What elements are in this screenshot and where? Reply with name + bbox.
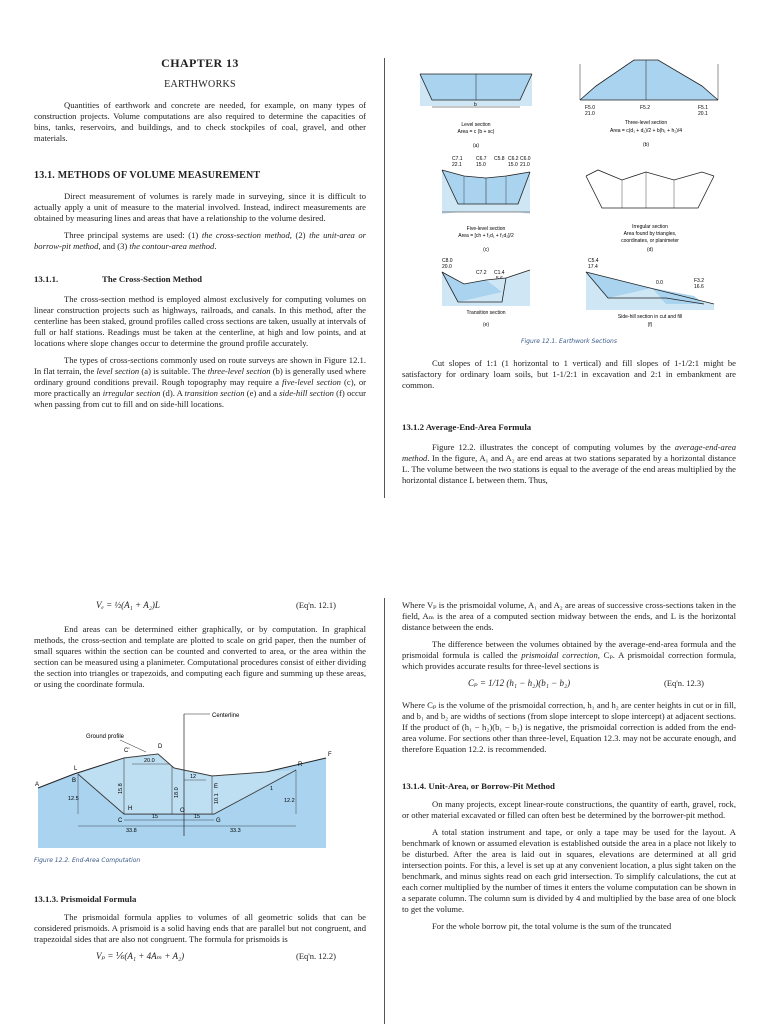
section-13-1-heading: 13.1. METHODS OF VOLUME MEASUREMENT xyxy=(34,170,261,181)
pt-H: H xyxy=(128,806,133,812)
slope-paragraph: Cut slopes of 1:1 (1 horizontal to 1 vertical) and fill slopes of 1-1/2:1 might be satisfactory for ordinary loam soils, but 1-1/2:1 in excavation and 2:1 in embankment are common. xyxy=(402,358,736,390)
dim-12: 12 xyxy=(190,774,197,780)
fig-d-l2: Area found by triangles, xyxy=(623,231,677,237)
fig-e-n2: C7.2 xyxy=(476,270,487,276)
pt-O: O xyxy=(180,808,185,814)
figure-12-1-caption: Figure 12.1. Earthwork Sections xyxy=(521,338,617,345)
chapter-subtitle: EARTHWORKS xyxy=(164,79,236,90)
top-left-column xyxy=(34,0,366,512)
section-13-1-4-p1: On many projects, except linear-route constructions, the quantity of earth, gravel, rock, or other material excavated or filled can often best be determined by the borrower-pit method. xyxy=(402,799,736,820)
fig-c-n5b: 21.0 xyxy=(520,162,530,168)
ground-profile-label: Ground profile xyxy=(86,734,125,740)
equation-12-2 xyxy=(34,951,366,965)
figure-12-2 xyxy=(34,708,366,848)
section-13-1-p2: Three principal systems are used: (1) the cross-section method, (2) the unit-area or borrow-pit method, and (3) the contour-area method. xyxy=(34,230,366,251)
fig-c-n3: C5.8 xyxy=(494,156,505,162)
fig-c-tag: (c) xyxy=(483,247,489,253)
irregular-section-diagram xyxy=(586,170,714,253)
fig-e-n3: C1.4 xyxy=(494,270,505,276)
fig-e-label: Transition section xyxy=(466,310,506,316)
section-13-1-1-heading: 13.1.1. The Cross-Section Method xyxy=(34,274,203,284)
dim-15-right: 15 xyxy=(194,814,201,820)
height-12-5: 12.5 xyxy=(68,796,79,802)
bottom-left-column xyxy=(34,512,366,1024)
dim-33-3: 33.3 xyxy=(230,828,241,834)
fig-f-n2: 0.0 xyxy=(656,280,663,286)
section-13-1-2-p1: Figure 12.2. illustrates the concept of computing volumes by the average-end-area method. In the figure, A₁ and A₂ are end areas at two stations separated by a horizontal distance L. The volume between the two stations is equal to the average of the end areas multiplied by the horizontal distance L between them. Thus, xyxy=(402,442,736,485)
pt-B: B xyxy=(72,778,77,784)
side-hill-section-diagram xyxy=(586,258,714,328)
section-13-1-4-heading: 13.1.4. Unit-Area, or Borrow-Pit Method xyxy=(402,781,555,791)
fig-d-tag: (d) xyxy=(646,247,654,253)
prismoidal-definition-paragraph: Where Vₚ is the prismoidal volume, A₁ and A₂ are areas of successive cross-sections taken in the field, Aₘ is the area of a computed section midway between the ends, and L is the horizontal distance between the ends. xyxy=(402,600,736,632)
fig-f-tag: (f) xyxy=(647,322,653,328)
chapter-title: CHAPTER 13 xyxy=(161,56,239,70)
three-level-section-diagram xyxy=(580,60,718,148)
fig-b-l1: F5.0 xyxy=(585,105,596,111)
pt-C: C xyxy=(118,818,123,824)
fig-e-n1: C8.0 xyxy=(442,258,453,264)
equation-12-3-body: Cₚ = 1/12 (h₁ − h₂)(b₁ − b₂) xyxy=(468,678,571,688)
top-right-column xyxy=(402,0,736,512)
fig-d-label: Irregular section xyxy=(632,224,668,230)
fig-a-formula: Area = c (b + sc) xyxy=(457,129,495,135)
fig-b-formula: Area = c(d₁ + d₂)/2 + b(h₁ + h₂)/4 xyxy=(609,128,683,134)
equation-12-1-tag: (Eq'n. 12.1) xyxy=(296,600,337,610)
dim-20: 20.0 xyxy=(144,758,155,764)
level-section-diagram xyxy=(420,74,532,149)
fig-c-n2b: 15.0 xyxy=(476,162,486,168)
height-12-2: 12.2 xyxy=(284,798,295,804)
fig-c-n1b: 22.1 xyxy=(452,162,462,168)
centerline-label: Centerline xyxy=(212,713,240,719)
fig-c-n1: C7.1 xyxy=(452,156,463,162)
section-13-1-4-p3: For the whole borrow pit, the total volume is the sum of the truncated xyxy=(432,921,672,931)
fig-b-m: F5.2 xyxy=(640,105,651,111)
equation-12-2-body: Vₚ = ⅙(A₁ + 4Aₘ + A₂) xyxy=(96,951,185,961)
transition-section-diagram xyxy=(442,258,530,328)
equation-12-3-tag: (Eq'n. 12.3) xyxy=(664,678,705,688)
section-13-1-1-p2: The types of cross-sections commonly used on route surveys are shown in Figure 12.1. In flat terrain, the level section (a) is suitable. The three-level section (b) is generally used where ordinary ground conditions prevail. Rough topography may require a five-level section (c), or more practically an irregular section (d). A transition section (e) and a side-hill section (f) occur when passing from cut to fill and on side-hill locations. xyxy=(34,355,366,409)
dim-15-left: 15 xyxy=(152,814,159,820)
section-13-1-p1: Direct measurement of volumes is rarely made in surveying, since it is difficult to actually apply a unit of measure to the material involved. Instead, indirect measurements are obtained by measuring lines and areas that have a relationship to the volume desired. xyxy=(34,191,366,223)
fig-c-n2: C6.7 xyxy=(476,156,487,162)
prismoidal-correction-paragraph: The difference between the volumes obtained by the average-end-area formula and the prismoidal formula is called the prismoidal correction, Cₚ. A prismoidal correction formula, which provides accurate results for three-level sections is xyxy=(402,639,736,671)
fig-b-r1: F5.1 xyxy=(698,105,709,111)
fig-f-n1b: 17.4 xyxy=(588,264,598,270)
fig-e-n1b: 20.0 xyxy=(442,264,452,270)
height-1: 1 xyxy=(270,786,274,792)
section-13-1-4-p2: A total station instrument and tape, or only a tape may be used for the layout. A benchmark of known or assumed elevation is established outside the area in a place not likely to be disturbed. After the area is laid out in squares, elevations are determined at all grid intersection points. For this, a level is set up at any convenient location, a plus sight taken on the benchmark, and minus sights read on each grid intersection. To simplify calculations, the cut at each corner multiplied by the number of times it enters the volume computation can be shown in a separate column. The column sum is divided by 4 and multiplied by the base area of one block to get the volume. xyxy=(402,827,736,914)
fig-e-tag: (e) xyxy=(482,322,490,328)
figure-12-1 xyxy=(402,52,736,346)
equation-12-2-tag: (Eq'n. 12.2) xyxy=(296,951,337,961)
fig-c-n4: C6.2 xyxy=(508,156,519,162)
fig-c-formula: Area = [ch + f₁d₁ + f₂d₂]/2 xyxy=(458,233,514,239)
fig-f-n3: F3.2 xyxy=(694,278,705,284)
fig-b-l2: 21.0 xyxy=(585,111,595,117)
five-level-section-diagram xyxy=(442,156,531,253)
pt-F: F xyxy=(328,752,332,758)
height-10-1: 10.1 xyxy=(214,793,220,804)
bottom-right-column xyxy=(402,512,736,1024)
section-13-1-2-heading: 13.1.2 Average-End-Area Formula xyxy=(402,422,532,432)
bottom-page xyxy=(0,512,768,1024)
fig-c-label: Five-level section xyxy=(466,226,506,232)
dim-33-8: 33.8 xyxy=(126,828,137,834)
fig-b-label: Three-level section xyxy=(624,120,668,126)
fig-b-tag: (b) xyxy=(642,142,650,148)
pt-L: L xyxy=(74,766,78,772)
fig-c-n5: C6.0 xyxy=(520,156,531,162)
fig-f-n1: C5.4 xyxy=(588,258,599,264)
equation-12-1 xyxy=(34,600,366,614)
section-13-1-1-p1: The cross-section method is employed almost exclusively for computing volumes on linear construction projects such as highways, railroads, and canals. In this method, after the centerline has been staked, ground profiles called cross sections are taken, usually at intervals of full or half stations. Readings must be taken at the centerline, at high and low points, and at locations where slope changes occur to determine the ground profile accurately. xyxy=(34,294,366,348)
pt-R: R xyxy=(298,762,303,768)
pt-D: D xyxy=(158,744,163,750)
fig-a-b-mark: b xyxy=(474,102,477,108)
height-18-0: 18.0 xyxy=(174,787,180,798)
column-divider-bottom xyxy=(384,598,385,1024)
height-15-8: 15.8 xyxy=(118,783,124,794)
section-13-1-3-p1: The prismoidal formula applies to volumes of all geometric solids that can be considered prismoids. A prismoid is a solid having ends that are parallel but not congruent, and trapezoidal sides that are also not congruent. The formula for prismoids is xyxy=(34,912,366,944)
fig-f-label: Side-hill section in cut and fill xyxy=(617,314,683,320)
end-area-paragraph: End areas can be determined either graphically, or by computation. In graphical methods, the cross-section and template are plotted to scale on grid paper, then the number of small squares within the section can be counted and converted to area, or the area within the section can be measured using a planimeter. Computational procedures consist of either dividing the section into triangles or trapezoids, and computing each figure and summing up these areas, or using the coordinate formula. xyxy=(34,624,366,689)
pt-C-prime: C' xyxy=(124,748,130,754)
fig-f-n3b: 16.6 xyxy=(694,284,704,290)
intro-paragraph: Quantities of earthwork and concrete are needed, for example, on many types of construction projects. Volume computations are also required to determine the capacities of bins, tanks, reservoirs, and buildings, and to check stockpiles of coal, gravel, and other materials. xyxy=(34,100,366,143)
fig-b-r2: 20.1 xyxy=(698,111,708,117)
section-13-1-3-heading: 13.1.3. Prismoidal Formula xyxy=(34,894,137,904)
pt-E: E xyxy=(214,784,219,790)
equation-12-1-body: Vₑ = ½(A₁ + A₂)L xyxy=(96,600,160,610)
fig-a-tag: (a) xyxy=(472,143,480,149)
fig-c-n4b: 15.0 xyxy=(508,162,518,168)
prismoidal-correction-explanation: Where Cₚ is the volume of the prismoidal correction, h₁ and h₂ are center heights in cut or in fill, and b₁ and b₂ are widths of sections (from slope intercept to slope intercept) at adjacent sections. If the product of (h₁ − h₂)(b₁ − b₂) is negative, the prismoidal correction is added from the end-area volume. For sections other than three-level, Equation 12.3. may not be accurate enough, and therefore Equation 12.2. is recommended. xyxy=(402,700,736,754)
pt-G: G xyxy=(216,818,221,824)
figure-12-2-caption: Figure 12.2. End-Area Computation xyxy=(34,857,141,864)
fig-a-label: Level section xyxy=(461,122,491,128)
pt-A: A xyxy=(35,782,40,788)
column-divider xyxy=(384,58,385,498)
equation-12-3 xyxy=(402,678,736,692)
fig-d-l3: coordinates, or planimeter xyxy=(621,238,679,244)
